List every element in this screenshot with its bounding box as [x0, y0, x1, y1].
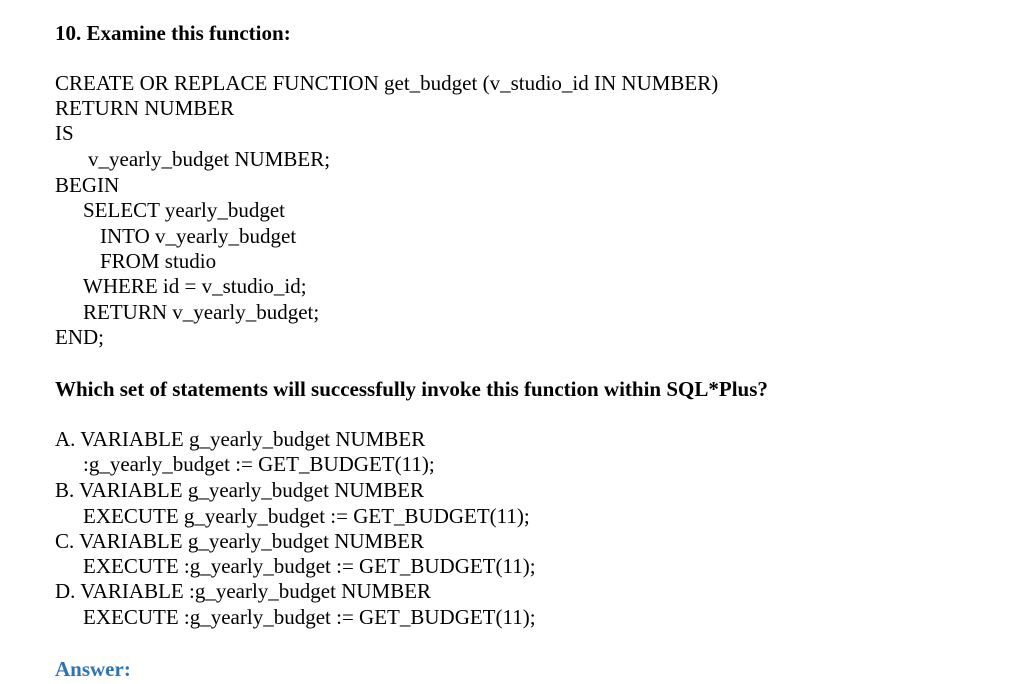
answer-label: Answer: — [55, 657, 131, 681]
code-line: WHERE id = v_studio_id; — [83, 274, 307, 298]
option-d-line1: D. VARIABLE :g_yearly_budget NUMBER — [55, 579, 432, 603]
option-a-line1: A. VARIABLE g_yearly_budget NUMBER — [55, 427, 426, 451]
option-c-line2: EXECUTE :g_yearly_budget := GET_BUDGET(11); — [83, 554, 536, 578]
code-line: FROM studio — [100, 249, 217, 273]
document-page — [55, 0, 1015, 684]
question-heading: 10. Examine this function: — [55, 21, 291, 45]
code-line: SELECT yearly_budget — [83, 198, 285, 222]
option-b-line2: EXECUTE g_yearly_budget := GET_BUDGET(11); — [83, 504, 530, 528]
option-d-line2: EXECUTE :g_yearly_budget := GET_BUDGET(11); — [83, 605, 536, 629]
code-line: INTO v_yearly_budget — [100, 224, 297, 248]
code-line: RETURN v_yearly_budget; — [83, 300, 320, 324]
question-prompt: Which set of statements will successfully invoke this function within SQL*Plus? — [55, 377, 768, 401]
code-line: END; — [55, 325, 104, 349]
code-line: BEGIN — [55, 173, 120, 197]
option-b-line1: B. VARIABLE g_yearly_budget NUMBER — [55, 478, 425, 502]
option-c-line1: C. VARIABLE g_yearly_budget NUMBER — [55, 529, 425, 553]
option-a-line2: :g_yearly_budget := GET_BUDGET(11); — [83, 452, 435, 476]
code-line: CREATE OR REPLACE FUNCTION get_budget (v_studio_id IN NUMBER) — [55, 71, 719, 95]
code-line: IS — [55, 121, 74, 145]
code-line: RETURN NUMBER — [55, 96, 235, 120]
code-line: v_yearly_budget NUMBER; — [88, 147, 331, 171]
